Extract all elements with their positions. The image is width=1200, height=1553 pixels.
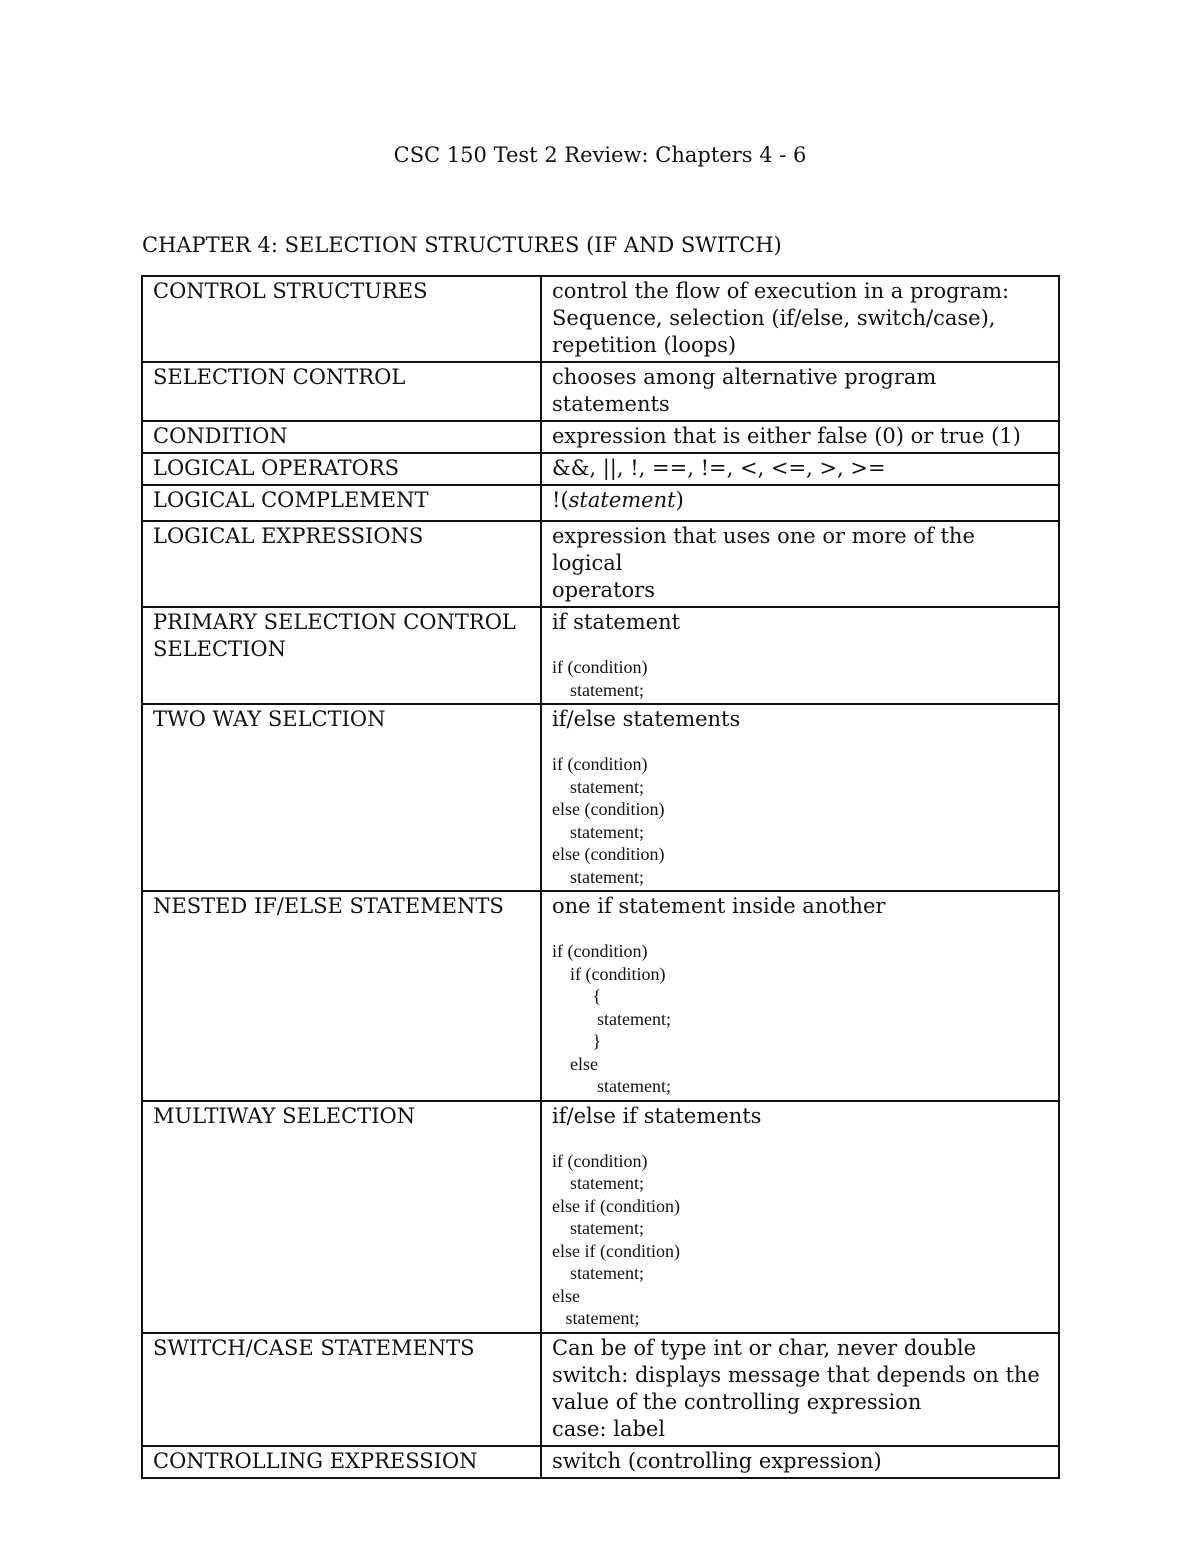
description-italic: statement: [568, 488, 676, 512]
description-cell: [541, 521, 1059, 607]
description-cell: [541, 1446, 1059, 1478]
description-cell: [541, 485, 1059, 521]
description-cell: [541, 421, 1059, 453]
term-cell: PRIMARY SELECTION CONTROL SELECTION: [142, 607, 541, 704]
table-row: [142, 485, 1059, 521]
description-cell: [541, 607, 1059, 704]
code-line: statement;: [552, 1308, 640, 1328]
term-cell: CONTROL STRUCTURES: [142, 276, 541, 362]
table-row: [142, 607, 1059, 704]
page-title: CSC 150 Test 2 Review: Chapters 4 - 6: [393, 143, 807, 167]
description-cell: [541, 891, 1059, 1101]
description-line: chooses among alternative program statements: [552, 365, 937, 416]
term-cell: MULTIWAY SELECTION: [142, 1101, 541, 1333]
term-cell: SELECTION CONTROL: [142, 362, 541, 421]
code-line: if (condition): [552, 754, 648, 774]
description-line: Can be of type int or char, never double: [552, 1335, 977, 1360]
table-row: [142, 276, 1059, 362]
table-row: [142, 421, 1059, 453]
code-line: statement;: [552, 776, 644, 797]
code-line: if (condition): [552, 963, 666, 984]
term-cell: SWITCH/CASE STATEMENTS: [142, 1333, 541, 1446]
table-row: [142, 891, 1059, 1101]
code-line: statement;: [552, 1076, 671, 1096]
code-line: if (condition): [552, 657, 648, 677]
description-line: control the flow of execution in a program:: [552, 279, 1010, 303]
description-line: repetition (loops): [552, 333, 737, 357]
description-line: if statement: [552, 610, 681, 634]
term-cell: CONDITION: [142, 421, 541, 453]
code-line: if (condition): [552, 941, 648, 961]
code-line: statement;: [552, 679, 644, 700]
description-line: value of the controlling expression: [552, 1389, 922, 1414]
description-cell: [541, 276, 1059, 362]
review-table: [141, 275, 1060, 1479]
description-suffix: ): [675, 488, 684, 512]
description-cell: [541, 1333, 1059, 1446]
description-line: case: label: [552, 1416, 666, 1441]
description-line: expression that is either false (0) or true (1): [552, 424, 1021, 448]
table-row: [142, 453, 1059, 485]
code-line: }: [552, 1031, 602, 1051]
description-cell: [541, 1101, 1059, 1333]
table-row: [142, 1446, 1059, 1478]
description-line: switch (controlling expression): [552, 1448, 882, 1473]
table-row: [142, 521, 1059, 607]
code-line: statement;: [552, 1218, 644, 1238]
term-cell: NESTED IF/ELSE STATEMENTS: [142, 891, 541, 1101]
term-cell: LOGICAL EXPRESSIONS: [142, 521, 541, 607]
code-line: else (condition): [552, 844, 665, 864]
code-line: else if (condition): [552, 1240, 680, 1261]
description-line: expression that uses one or more of the logical: [552, 524, 975, 575]
table-row: [142, 1333, 1059, 1446]
term-cell: TWO WAY SELCTION: [142, 704, 541, 891]
chapter-heading: CHAPTER 4: SELECTION STRUCTURES (IF AND SWITCH): [142, 233, 782, 257]
code-line: else if (condition): [552, 1195, 680, 1216]
description-line: operators: [552, 578, 655, 602]
code-line: statement;: [552, 821, 644, 842]
description-line: Sequence, selection (if/else, switch/case),: [552, 306, 996, 330]
code-line: else (condition): [552, 799, 665, 819]
table-row: [142, 1101, 1059, 1333]
code-line: else: [552, 1285, 580, 1306]
term-cell: LOGICAL OPERATORS: [142, 453, 541, 485]
description-cell: [541, 704, 1059, 891]
code-line: statement;: [552, 1173, 644, 1193]
term-cell: CONTROLLING EXPRESSION: [142, 1446, 541, 1478]
code-line: {: [552, 986, 602, 1006]
code-line: statement;: [552, 1008, 671, 1029]
code-line: statement;: [552, 1263, 644, 1283]
description-line: one if statement inside another: [552, 894, 886, 918]
description-line: &&, ||, !, ==, !=, <, <=, >, >=: [552, 456, 886, 480]
term-cell: LOGICAL COMPLEMENT: [142, 485, 541, 521]
code-line: else: [552, 1053, 598, 1074]
description-prefix: !(: [552, 488, 569, 512]
description-line: if/else if statements: [552, 1103, 762, 1128]
table-row: [142, 362, 1059, 421]
table-row: [142, 704, 1059, 891]
code-line: statement;: [552, 866, 644, 887]
description-cell: [541, 453, 1059, 485]
description-line: switch: displays message that depends on the: [552, 1362, 1040, 1387]
code-line: if (condition): [552, 1150, 648, 1171]
description-cell: [541, 362, 1059, 421]
description-line: if/else statements: [552, 707, 741, 731]
